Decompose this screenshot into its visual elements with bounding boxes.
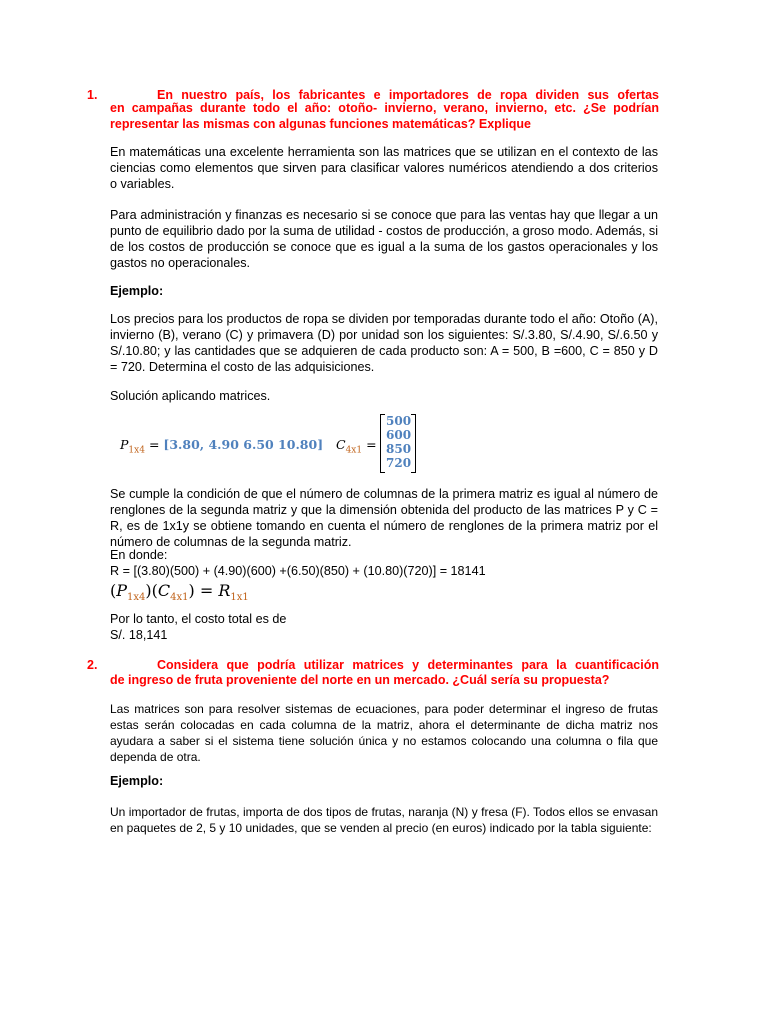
matrix-entry: 850 xyxy=(386,442,412,456)
equals-sign: = xyxy=(148,437,160,452)
product-formula: $(P_{1x4})(C_{4x1}) = R_{1x1}$ xyxy=(110,581,249,604)
question-number: 2. xyxy=(87,658,98,672)
formula-p-sub: 1x4 xyxy=(127,592,146,604)
matrix-symbol: P xyxy=(120,437,129,452)
matrix-entry: 600 xyxy=(386,428,412,442)
example-heading: Ejemplo: xyxy=(110,774,164,788)
matrix-entry: 720 xyxy=(386,456,412,470)
formula-c-sub: 4x1 xyxy=(170,592,189,604)
column-matrix xyxy=(380,414,416,472)
en-donde-label: En donde: xyxy=(110,548,168,562)
right-bracket xyxy=(411,414,416,473)
solution-label: Solución aplicando matrices. xyxy=(110,389,271,403)
matrix-subscript: 4x1 xyxy=(345,445,363,456)
formula-r: R xyxy=(218,581,231,600)
question-number: 1. xyxy=(87,88,98,102)
example-heading: Ejemplo: xyxy=(110,284,164,298)
matrix-values: [3.80, 4.90 6.50 10.80] xyxy=(163,437,324,452)
paragraph: Los precios para los productos de ropa se dividen por temporadas durante todo el año: Otoño (A), invierno (B), verano (C) y primavera (D) por unidad son los siguientes: S/.3.80, S/.4.90, S/.6.50 y S/.10.80; y las cantidades que se adquieren de cada producto son: A = 500, B =600, C = 850 y D = 720. Determina el costo de las adquisiciones. xyxy=(110,312,658,374)
paragraph: Un importador de frutas, importa de dos tipos de frutas, naranja (N) y fresa (F). Todos ellos se envasan en paquetes de 2, 5 y 10 unidades, que se venden al precio (en euros) indicado por la tabla siguiente: xyxy=(110,805,658,835)
formula-c: C xyxy=(157,581,171,600)
paragraph: Para administración y finanzas es necesario si se conoce que para las ventas hay que llegar a un punto de equilibrio dado por la suma de utilidad - costos de producción, a groso modo. Además, si de los costos de producción se conoce que es igual a la suma de los gastos operacionales y los gastos no operacionales. xyxy=(110,208,658,270)
matrix-entry: 500 xyxy=(386,414,412,428)
question-line: En nuestro país, los fabricantes e importadores de ropa dividen sus ofertas xyxy=(157,88,659,102)
formula-equals: = xyxy=(199,581,214,600)
matrix-p xyxy=(120,437,323,456)
matrix-symbol: C xyxy=(336,437,346,452)
matrix-subscript: 1x4 xyxy=(128,445,145,456)
total-line: Por lo tanto, el costo total es de xyxy=(110,612,287,626)
paragraph: En matemáticas una excelente herramienta son las matrices que se utilizan en el contexto de las ciencias como elementos que sirven para clasificar valores numéricos atendiendo a dos criterios o variables. xyxy=(110,145,658,191)
matrix-c xyxy=(336,437,377,456)
paragraph: Las matrices son para resolver sistemas de ecuaciones, para poder determinar el ingreso de frutas estas serán colocadas en cada columna de la matriz, ahora el determinante de dicha matriz nos ayudara a saber si el sistema tiene solución única y no estamos colocando una columna o fila que dependa de otra. xyxy=(110,702,658,764)
question-line: en campañas durante todo el año: otoño- invierno, verano, invierno, etc. ¿Se podrían xyxy=(110,101,659,115)
question-line: de ingreso de fruta proveniente del norte en un mercado. ¿Cuál sería su propuesta? xyxy=(110,673,610,687)
r-formula: R = [(3.80)(500) + (4.90)(600) +(6.50)(850) + (10.80)(720)] = 18141 xyxy=(110,564,486,578)
formula-r-sub: 1x1 xyxy=(230,592,249,604)
left-bracket xyxy=(380,414,385,473)
equals-sign: = xyxy=(366,437,377,452)
total-value: S/. 18,141 xyxy=(110,628,168,642)
question-line: representar las mismas con algunas funciones matemáticas? Explique xyxy=(110,117,531,131)
question-line: Considera que podría utilizar matrices y determinantes para la cuantificación xyxy=(157,658,659,672)
paragraph: Se cumple la condición de que el número de columnas de la primera matriz es igual al número de renglones de la segunda matriz y que la dimensión obtenida del producto de las matrices P y C = R, es de 1x1y se obtiene tomando en cuenta el número de renglones de la primera matriz por el número de columnas de la segunda matriz. xyxy=(110,487,658,549)
formula-p: P xyxy=(116,581,128,600)
